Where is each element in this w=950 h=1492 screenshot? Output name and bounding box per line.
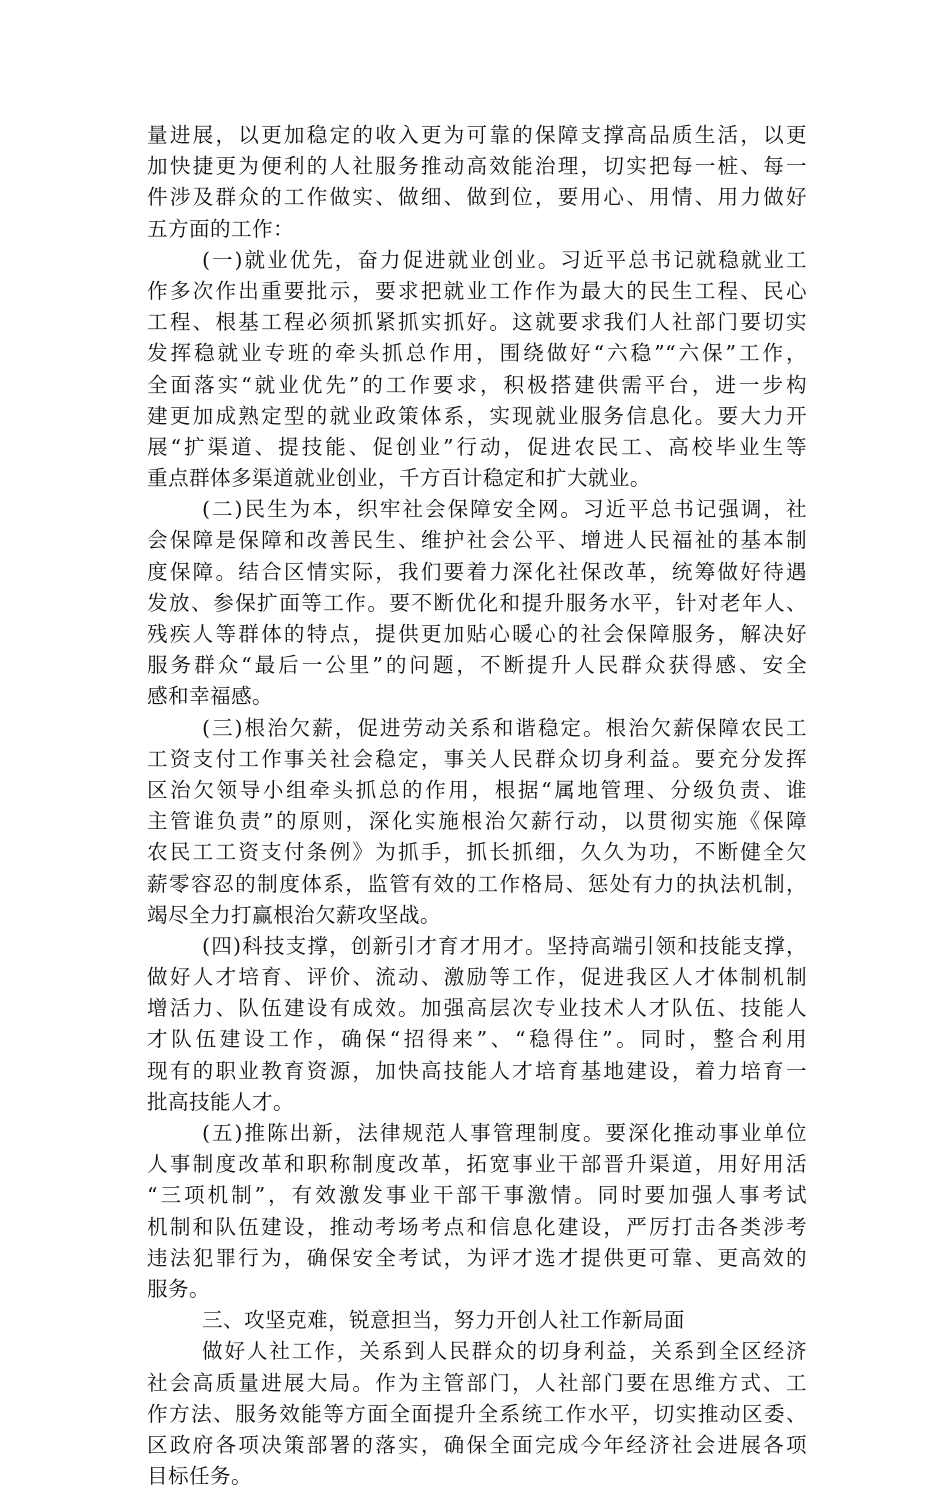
text-line: 件涉及群众的工作做实、做细、做到位，要用心、用情、用力做好 <box>147 185 807 210</box>
text-line: 作方法、服务效能等方面全面提升全系统工作水平，切实推动区委、 <box>147 1401 807 1426</box>
text-line: 增活力、队伍建设有成效。加强高层次专业技术人才队伍、技能人 <box>147 996 807 1021</box>
text-line: 三、攻坚克难，锐意担当，努力开创人社工作新局面 <box>202 1308 685 1333</box>
text-line: 竭尽全力打赢根治欠薪攻坚战。 <box>147 902 441 927</box>
text-line: 人事制度改革和职称制度改革，拓宽事业干部晋升渠道，用好用活 <box>147 1152 807 1177</box>
text-line: 度保障。结合区情实际，我们要着力深化社保改革，统筹做好待遇 <box>147 559 807 584</box>
text-line: 发放、参保扩面等工作。要不断优化和提升服务水平，针对老年人、 <box>147 590 807 615</box>
text-line: 作多次作出重要批示，要求把就业工作作为最大的民生工程、民心 <box>147 278 807 303</box>
text-line: 量进展，以更加稳定的收入更为可靠的保障支撑高品质生活，以更 <box>147 123 807 147</box>
text-line: 农民工工资支付条例》为抓手，抓长抓细，久久为功，不断健全欠 <box>147 840 807 865</box>
text-line: 展“扩渠道、提技能、促创业”行动，促进农民工、高校毕业生等 <box>147 434 807 459</box>
text-line: 做好人社工作，关系到人民群众的切身利益，关系到全区经济 <box>202 1339 807 1364</box>
text-line: 才队伍建设工作，确保“招得来”、“稳得住”。同时，整合利用 <box>147 1027 807 1052</box>
text-line: 社会高质量进展大局。作为主管部门，人社部门要在思维方式、工 <box>147 1370 807 1395</box>
text-line: 目标任务。 <box>147 1464 252 1489</box>
text-line: 批高技能人才。 <box>147 1089 294 1114</box>
text-line: 主管谁负责”的原则，深化实施根治欠薪行动，以贯彻实施《保障 <box>147 809 807 834</box>
document-body <box>147 120 807 1492</box>
text-line: 机制和队伍建设，推动考场考点和信息化建设，严厉打击各类涉考 <box>147 1214 807 1239</box>
text-line: “三项机制”，有效激发事业干部干事激情。同时要加强人事考试 <box>147 1183 807 1208</box>
text-line: 现有的职业教育资源，加快高技能人才培育基地建设，着力培育一 <box>147 1058 807 1083</box>
text-line: (四)科技支撑，创新引才育才用才。坚持高端引领和技能支撑， <box>202 933 807 958</box>
text-line: (二)民生为本，织牢社会保障安全网。习近平总书记强调，社 <box>202 497 807 522</box>
text-line: 做好人才培育、评价、流动、激励等工作，促进我区人才体制机制 <box>147 965 807 990</box>
text-line: (三)根治欠薪，促进劳动关系和谐稳定。根治欠薪保障农民工 <box>202 715 807 740</box>
text-line: 工资支付工作事关社会稳定，事关人民群众切身利益。要充分发挥 <box>147 746 807 771</box>
text-line: 薪零容忍的制度体系，监管有效的工作格局、惩处有力的执法机制， <box>147 871 807 896</box>
text-line: 重点群体多渠道就业创业，千方百计稳定和扩大就业。 <box>147 466 651 491</box>
text-line: 残疾人等群体的特点，提供更加贴心暖心的社会保障服务，解决好 <box>147 622 807 646</box>
text-line: 五方面的工作： <box>147 216 294 241</box>
text-line: 服务群众“最后一公里”的问题，不断提升人民群众获得感、安全 <box>147 653 807 678</box>
text-line: (五)推陈出新，法律规范人事管理制度。要深化推动事业单位 <box>202 1121 807 1145</box>
text-line: 区政府各项决策部署的落实，确保全面完成今年经济社会进展各项 <box>147 1432 807 1457</box>
text-line: 感和幸福感。 <box>147 684 273 709</box>
text-line: 加快捷更为便利的人社服务推动高效能治理，切实把每一桩、每一 <box>147 154 807 179</box>
text-line: 区治欠领导小组牵头抓总的作用，根据“属地管理、分级负责、谁 <box>147 777 807 802</box>
text-line: 违法犯罪行为，确保安全考试，为评才选才提供更可靠、更高效的 <box>147 1245 807 1270</box>
text-line: 工程、根基工程必须抓紧抓实抓好。这就要求我们人社部门要切实 <box>147 310 807 335</box>
text-line: 服务。 <box>147 1276 210 1301</box>
text-line: 全面落实“就业优先”的工作要求，积极搭建供需平台，进一步构 <box>147 372 807 397</box>
text-line: 建更加成熟定型的就业政策体系，实现就业服务信息化。要大力开 <box>147 403 807 428</box>
text-line: (一)就业优先，奋力促进就业创业。习近平总书记就稳就业工 <box>202 247 807 272</box>
text-line: 发挥稳就业专班的牵头抓总作用，围绕做好“六稳”“六保”工作， <box>147 341 807 366</box>
text-line: 会保障是保障和改善民生、维护社会公平、增进人民福祉的基本制 <box>147 528 807 553</box>
